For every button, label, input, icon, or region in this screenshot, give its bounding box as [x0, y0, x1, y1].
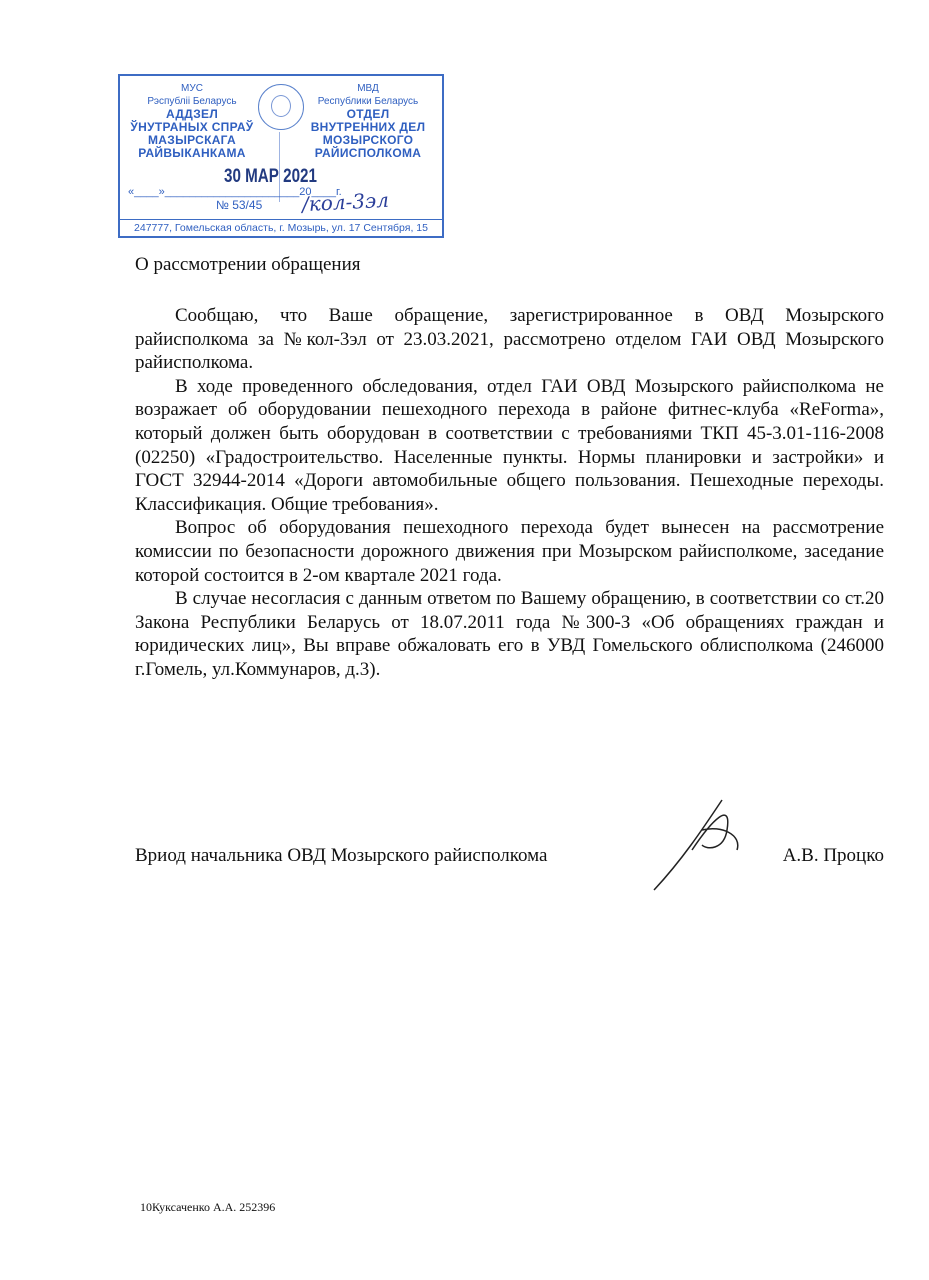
- stamp-line: Республики Беларусь: [317, 96, 419, 107]
- stamp-line: ВНУТРЕННИХ ДЕЛ: [310, 120, 426, 134]
- stamp-left-text: [122, 82, 262, 160]
- paragraph: Вопрос об оборудования пешеходного перехода будет вынесен на рассмотрение комиссии по безопасности дорожного движения при Мозырском райисполкоме, заседание которой состоится в 2-ом квартале 2021 года.: [135, 517, 884, 586]
- stamp-line: МОЗЫРСКОГО: [322, 133, 414, 147]
- registration-stamp: [118, 74, 444, 238]
- stamp-line: Рэспубліі Беларусь: [147, 96, 237, 107]
- stamp-number: № 53/45: [216, 198, 263, 212]
- stamp-line: РАЙИСПОЛКОМА: [314, 146, 422, 160]
- executor-footer: 10Куксаченко А.А. 252396: [140, 1200, 276, 1214]
- handwritten-number: /кол-3эл: [301, 187, 390, 217]
- letter-body: [135, 304, 884, 682]
- signatory-name: А.В. Процко: [782, 845, 884, 866]
- stamp-address: 247777, Гомельская область, г. Мозырь, ул. 17 Сентября, 15: [120, 219, 442, 236]
- stamp-right-text: [298, 82, 438, 160]
- stamp-line: МВД: [357, 83, 379, 94]
- signatory-position: Вриод начальника ОВД Мозырского райисполкома: [135, 845, 548, 866]
- stamp-line: АДДЗЕЛ: [165, 107, 219, 121]
- stamp-line: МУС: [181, 83, 203, 94]
- stamp-date: 30 МАР 2021: [224, 166, 317, 187]
- paragraph: В ходе проведенного обследования, отдел ГАИ ОВД Мозырского райисполкома не возражает об оборудовании пешеходного перехода в районе фитнес-клуба «ReForma», который должен быть оборудован в соответствии с требованиями ТКП 45-3.01-116-2008 (02250) «Градостроительство. Населенные пункты. Нормы планировки и застройки» и ГОСТ 32944-2014 «Дороги автомобильные общего пользования. Пешеходные переходы. Классификация. Общие требования».: [135, 375, 884, 515]
- subject-line: О рассмотрении обращения: [135, 254, 361, 275]
- paragraph: В случае несогласия с данным ответом по Вашему обращению, в соответствии со ст.20 Закона Республики Беларусь от 18.07.2011 года №300-З «Об обращениях граждан и юридических лиц», Вы вправе обжаловать его в УВД Гомельского облисполкома (246000 г.Гомель, ул.Коммунаров, д.3).: [135, 588, 884, 680]
- paragraph: Сообщаю, что Ваше обращение, зарегистрированное в ОВД Мозырского райисполкома за №кол-3эл от 23.03.2021, рассмотрено отделом ГАИ ОВД Мозырского райисполкома.: [135, 305, 884, 374]
- stamp-line: ЎНУТРАНЫХ СПРАЎ: [130, 120, 254, 134]
- stamp-line: МАЗЫРСКАГА: [147, 133, 236, 147]
- stamp-date-line: «____»______________________20____г.: [128, 186, 342, 198]
- stamp-line: ОТДЕЛ: [346, 107, 390, 121]
- signature-block: [135, 845, 884, 867]
- stamp-line: РАЙВЫКАНКАМА: [138, 146, 246, 160]
